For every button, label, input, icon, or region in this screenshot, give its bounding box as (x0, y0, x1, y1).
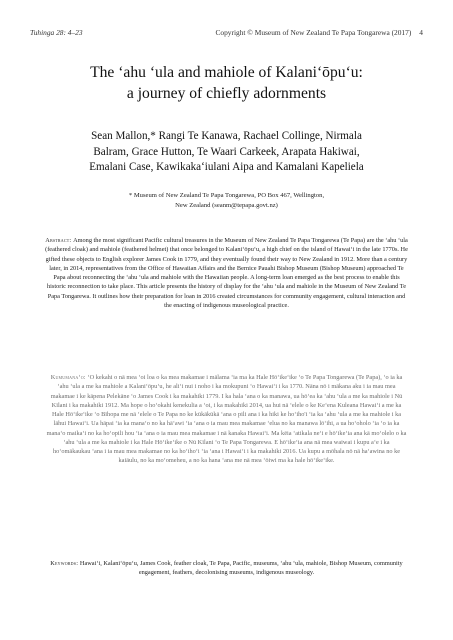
authors-line-3: Emalani Case, Kawikakaʻiulani Aipa and Kamalani Kapeliela (89, 161, 364, 173)
author-list (30, 129, 423, 176)
hawaiian-abstract (45, 373, 408, 466)
title-line-1: The ʻahu ʻula and mahiole of Kalaniʻōpuʻu: (90, 64, 363, 81)
abstract-text: Among the most significant Pacific cultural treasures in the Museum of New Zealand Te Papa Tongarewa (Te Papa) are the ʻahu ʻula (feathered cloak) and mahiole (feathered helmet) that once belonged to Kalaniʻōpuʻu, a high chief on the island of Hawaiʻi in the late 1770s. He gifted these objects to English explorer James Cook in 1779, and they eventually found their way to New Zealand in 1912. More than a century later, in 2014, representatives from the Office of Hawaiian Affairs and the Bernice Pauahi Bishop Museum (Bishop Museum) approached Te Papa about reconnecting the ʻahu ʻula and mahiole with the Hawaiian people. A long-term loan emerged as the best process to enable this historic reconnection to take place. This article presents the history of display for the ʻahu ʻula and mahiole in the Museum of New Zealand Te Papa Tongarewa. It outlines how their preparation for loan in 2016 created circumstances for community engagement, cultural interaction and the enacting of indigenous museological practice. (45, 237, 408, 309)
article-title (30, 62, 423, 104)
keywords-text: Hawaiʻi, Kalaniʻōpuʻu, James Cook, feather cloak, Te Papa, Pacific, museums, ʻahu ʻula, mahiole, Bishop Museum, community engagement, feathers, decolonising museums, indigenous museology. (79, 560, 403, 577)
keywords (45, 559, 408, 578)
title-line-2: a journey of chiefly adornments (126, 85, 327, 102)
authors-line-1: Sean Mallon,* Rangi Te Kanawa, Rachael Collinge, Nirmala (91, 130, 362, 142)
author-affiliation (30, 191, 423, 211)
copyright-and-page (215, 28, 423, 37)
kumumanao-text: ʻO kekahi o nā mea ʻoi loa o ka mea makamae i mālama ʻia ma ka Hale Hōʻikeʻike ʻo Te Papa Tongarewa (Te Papa), ʻo ia ka ʻahu ʻula a me ka mahiole a Kalaniʻōpuʻu, he aliʻi nui i noho i ka mokupuni ʻo Hawaiʻi i ka 1770. Nāna nō i mākana aku i ia mau mea makamae i ke kāpena Pelekāne ʻo James Cook i ka makahiki 1779. I ka hala ʻana o ka manawa, ua hōʻea ka ʻahu ʻula a me ka mahiole i Nū Kīlani i ka makahiki 1912. Ma hope o hoʻokahi kenekulia a ʻoi, i ka makahiki 2014, ua hui nā ʻelele o ke Keʻena Kuleana Hawaiʻi a me ka Hale Hōʻikeʻike ʻo Bīhopa me nā ʻelele o Te Papa no ke kūkākūkā ʻana o pili ana i ka hiki ke hoʻiho'i ʻia ka ʻahu ʻula a me ka mahiole i ka lāhui Hawaiʻi. Ua hāpai ʻia ka manaʻo no ka hāʻawi ʻia ʻana o ia mau mea makamae ʻelua no ka manawa lōʻihi, a ua hoʻoholo ʻia ʻo ia ka manaʻo maikaʻi no ka hoʻopili hou ʻia ʻana o ia mau mea makamae i nā kanaka Hawaiʻi. Ma kēia ʻatikala neʻi e hōʻikeʻia ana kā moʻolelo o ka ʻahu ʻula a me ka mahiole i ka Hale Hōʻikeʻike o Nū Kīlani ʻo Te Papa Tongarewa. E hōʻikeʻia ana nā mea waiwai i kupu aʻe i ka hoʻomākaukau ʻana i ia mau mea makamae no ka hoʻihoʻi ʻia ʻana i Hawaiʻi i ka makahiki 2016. Ua kupu a mōhala nō nā haʻawina no ke kaiāulu, no ka moʻomeheu, a no ka hana ʻana me nā mea ʻōiwi ma ka hale hōʻikeʻike. (46, 374, 407, 465)
authors-line-2: Balram, Grace Hutton, Te Waari Carkeek, Arapata Hakiwai, (93, 145, 360, 158)
abstract (45, 236, 408, 310)
affiliation-line-2: New Zealand (seanm@tepapa.govt.nz) (175, 202, 278, 209)
journal-citation: Tuhinga 28: 4–23 (30, 28, 83, 37)
affiliation-line-1: * Museum of New Zealand Te Papa Tongarewa, PO Box 467, Wellington, (128, 192, 325, 199)
copyright-notice: Copyright © Museum of New Zealand Te Papa Tongarewa (2017) (215, 28, 412, 37)
abstract-label: Abstract: (45, 237, 74, 244)
page-number: 4 (419, 28, 423, 37)
kumumanao-label: Kumumanaʻo: (50, 374, 88, 381)
keywords-label: Keywords: (50, 560, 80, 567)
